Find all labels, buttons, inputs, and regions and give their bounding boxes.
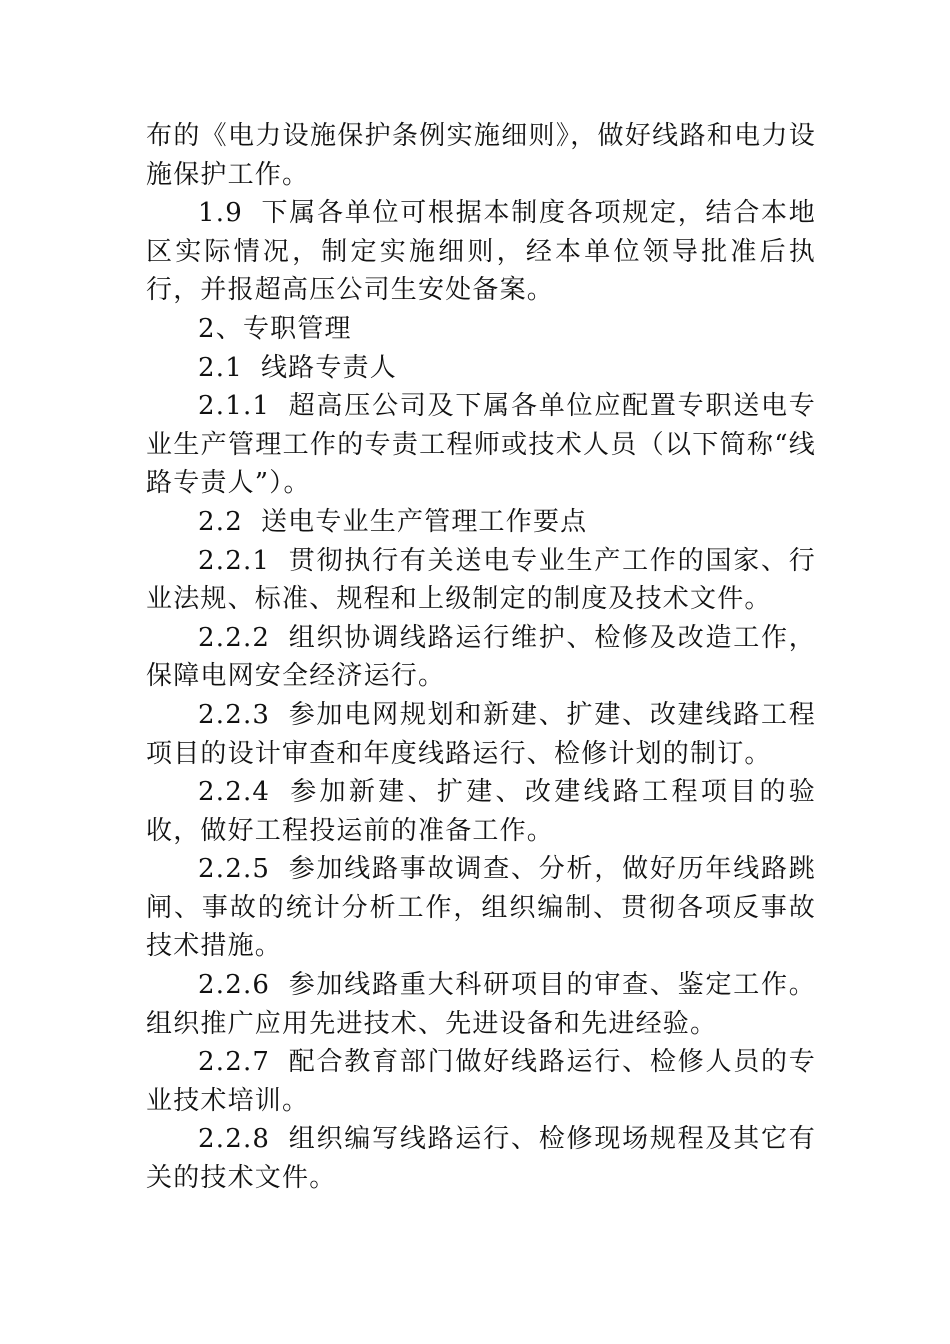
section-number: 2.1.1 bbox=[198, 391, 271, 422]
heading-2 bbox=[146, 310, 816, 349]
document-body bbox=[146, 117, 816, 1198]
heading-text: 送电专业生产管理工作要点 bbox=[260, 506, 588, 537]
paragraph-2-2-5 bbox=[146, 850, 816, 966]
paragraph-text: 配合教育部门做好线路运行、检修人员的专业技术培训。 bbox=[146, 1047, 816, 1116]
paragraph-2-2-4 bbox=[146, 773, 816, 850]
paragraph-text: 参加线路重大科研项目的审查、鉴定工作。组织推广应用先进技术、先进设备和先进经验。 bbox=[146, 970, 816, 1039]
section-number: 2.2 bbox=[198, 506, 243, 537]
section-number: 1.9 bbox=[198, 198, 243, 229]
paragraph-text: 超高压公司及下属各单位应配置专职送电专业生产管理工作的专责工程师或技术人员（以下简称“线路专责人”）。 bbox=[146, 391, 816, 499]
paragraph-text: 组织编写线路运行、检修现场规程及其它有关的技术文件。 bbox=[146, 1124, 816, 1194]
heading-2-1 bbox=[146, 349, 816, 388]
paragraph-2-2-2 bbox=[146, 619, 816, 696]
paragraph-text: 参加电网规划和新建、扩建、改建线路工程项目的设计审查和年度线路运行、检修计划的制订。 bbox=[146, 699, 816, 769]
section-number: 2.2.4 bbox=[198, 777, 271, 808]
paragraph-text: 布的《电力设施保护条例实施细则》，做好线路和电力设施保护工作。 bbox=[146, 121, 816, 190]
paragraph-text: 贯彻执行有关送电专业生产工作的国家、行业法规、标准、规程和上级制定的制度及技术文件。 bbox=[146, 545, 816, 615]
paragraph-2-2-1 bbox=[146, 542, 816, 619]
paragraph-1-9 bbox=[146, 194, 816, 310]
section-number: 2.2.1 bbox=[198, 545, 271, 576]
section-number: 2.2.3 bbox=[198, 699, 271, 730]
paragraph-text: 下属各单位可根据本制度各项规定，结合本地区实际情况，制定实施细则，经本单位领导批准后执行，并报超高压公司生安处备案。 bbox=[146, 198, 816, 306]
paragraph-text: 组织协调线路运行维护、检修及改造工作，保障电网安全经济运行。 bbox=[146, 622, 816, 692]
paragraph-text: 参加新建、扩建、改建线路工程项目的验收，做好工程投运前的准备工作。 bbox=[146, 777, 816, 846]
paragraph-2-1-1 bbox=[146, 387, 816, 503]
heading-text: 线路专责人 bbox=[260, 352, 397, 383]
paragraph-2-2-7 bbox=[146, 1043, 816, 1120]
section-number: 2.2.5 bbox=[198, 854, 271, 885]
paragraph-2-2-3 bbox=[146, 696, 816, 773]
section-number: 2.1 bbox=[198, 352, 243, 383]
paragraph-text: 参加线路事故调查、分析，做好历年线路跳闸、事故的统计分析工作，组织编制、贯彻各项反事故技术措施。 bbox=[146, 854, 816, 962]
paragraph-continuation bbox=[146, 117, 816, 194]
section-number: 2.2.7 bbox=[198, 1047, 271, 1078]
section-number: 2.2.6 bbox=[198, 970, 271, 1001]
paragraph-2-2-6 bbox=[146, 966, 816, 1043]
heading-text: 2、专职管理 bbox=[198, 313, 352, 344]
heading-2-2 bbox=[146, 503, 816, 542]
paragraph-2-2-8 bbox=[146, 1120, 816, 1197]
section-number: 2.2.8 bbox=[198, 1124, 271, 1155]
section-number: 2.2.2 bbox=[198, 622, 271, 653]
